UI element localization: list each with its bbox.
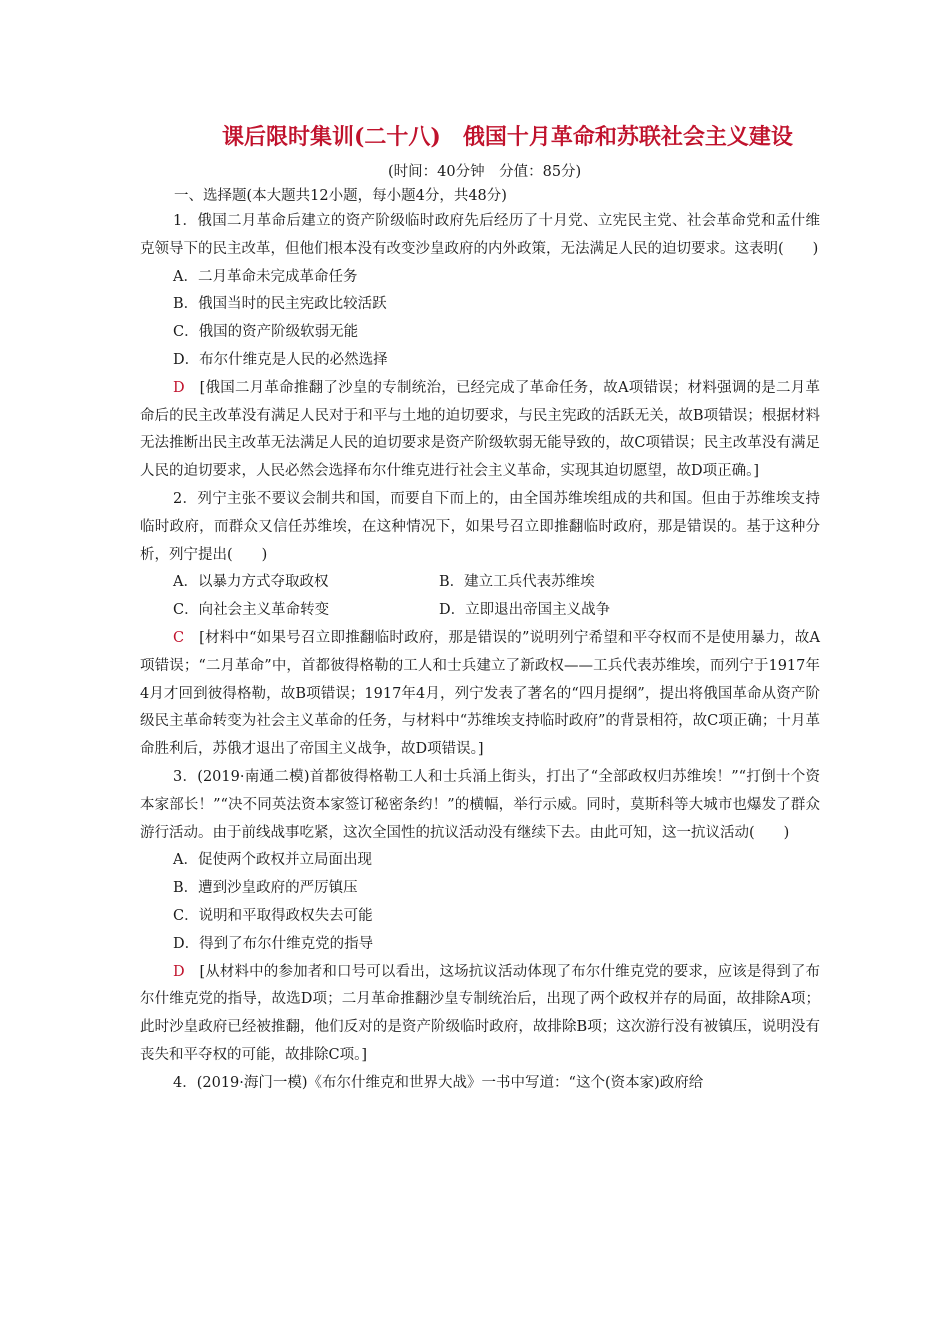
question-2-options-row-2 [140, 597, 820, 625]
question-3-answer-block [140, 959, 820, 1070]
exam-meta: (时间：40分钟 分值：85分) [388, 164, 582, 180]
question-2-answer: C [173, 629, 185, 646]
section-heading: 一、选择题(本大题共12小题，每小题4分，共48分) [174, 188, 507, 204]
question-2-option-d: D．立即退出帝国主义战争 [439, 602, 611, 619]
page-title: 课后限时集训(二十八) 俄国十月革命和苏联社会主义建设 [222, 124, 793, 150]
question-2-explanation: [材料中“如果号召立即推翻临时政府，那是错误的”说明列宁希望和平夺权而不是使用暴力，故A项错误；“二月革命”中，首都彼得格勒的工人和士兵建立了新政权——工兵代表苏维埃，而列宁于1917年4月才回到彼得格勒，故B项错误；1917年4月，列宁发表了著名的“四月提纲”，提出将俄国革命从资产阶级民主革命转变为社会主义革命的任务，与材料中“苏维埃支持临时政府”的背景相符，故C项正确；十月革命胜利后，苏俄才退出了帝国主义战争，故D项错误。] [140, 629, 821, 758]
question-2-option-c: C．向社会主义革命转变 [173, 602, 330, 619]
question-3-stem: 3．(2019·南通二模)首都彼得格勒工人和士兵涌上街头，打出了“全部政权归苏维埃！”“打倒十个资本家部长！”“决不同英法资本家签订秘密条约！”的横幅，举行示威。同时，莫斯科等大城市也爆发了群众游行活动。由于前线战事吃紧，这次全国性的抗议活动没有继续下去。由此可知，这一抗议活动( ) [140, 768, 820, 841]
question-3-option-a: A．促使两个政权并立局面出现 [173, 852, 372, 869]
question-1-explanation: [俄国二月革命推翻了沙皇的专制统治，已经完成了革命任务，故A项错误；材料强调的是二月革命后的民主改革没有满足人民对于和平与土地的迫切要求，与民主宪政的活跃无关，故B项错误；根据材料无法推断出民主改革无法满足人民的迫切要求是资产阶级软弱无能导致的，故C项错误；民主改革没有满足人民的迫切要求，人民必然会选择布尔什维克进行社会主义革命，实现其迫切愿望，故D项正确。] [140, 379, 821, 480]
question-3-explanation: [从材料中的参加者和口号可以看出，这场抗议活动体现了布尔什维克党的要求，应该是得到了布尔什维克党的指导，故选D项；二月革命推翻沙皇专制统治后，出现了两个政权并存的局面，故排除A项；此时沙皇政府已经被推翻，他们反对的是资产阶级临时政府，故排除B项；这次游行没有被镇压，说明没有丧失和平夺权的可能，故排除C项。] [140, 963, 821, 1063]
question-1-answer-block [140, 375, 820, 486]
question-1-option-a: A．二月革命未完成革命任务 [173, 268, 358, 285]
question-1-answer: D [173, 379, 185, 396]
question-2-answer-block [140, 625, 820, 764]
question-1-option-c: C．俄国的资产阶级软弱无能 [173, 324, 359, 341]
question-list [140, 208, 820, 1098]
question-2-option-b: B．建立工兵代表苏维埃 [439, 574, 595, 591]
question-1-option-d: D．布尔什维克是人民的必然选择 [173, 351, 388, 368]
question-2-options-row-1 [140, 569, 820, 597]
question-3-option-d: D．得到了布尔什维克党的指导 [173, 935, 374, 952]
question-4-stem: 4．(2019·海门一模)《布尔什维克和世界大战》一书中写道：“这个(资本家)政府给 [173, 1074, 704, 1091]
question-1-stem: 1．俄国二月革命后建立的资产阶级临时政府先后经历了十月党、立宪民主党、社会革命党和孟什维克领导下的民主改革，但他们根本没有改变沙皇政府的内外政策，无法满足人民的迫切要求。这表明( ) [140, 213, 820, 257]
question-3-option-b: B．遭到沙皇政府的严厉镇压 [173, 880, 358, 897]
question-2-stem: 2．列宁主张不要议会制共和国，而要自下而上的，由全国苏维埃组成的共和国。但由于苏维埃支持临时政府，而群众又信任苏维埃，在这种情况下，如果号召立即推翻临时政府，那是错误的。基于这种分析，列宁提出( ) [140, 490, 820, 563]
question-3-option-c: C．说明和平取得政权失去可能 [173, 907, 373, 924]
question-3-answer: D [173, 963, 185, 980]
question-1-option-b: B．俄国当时的民主宪政比较活跃 [173, 296, 387, 313]
question-2-option-a: A．以暴力方式夺取政权 [173, 574, 329, 591]
